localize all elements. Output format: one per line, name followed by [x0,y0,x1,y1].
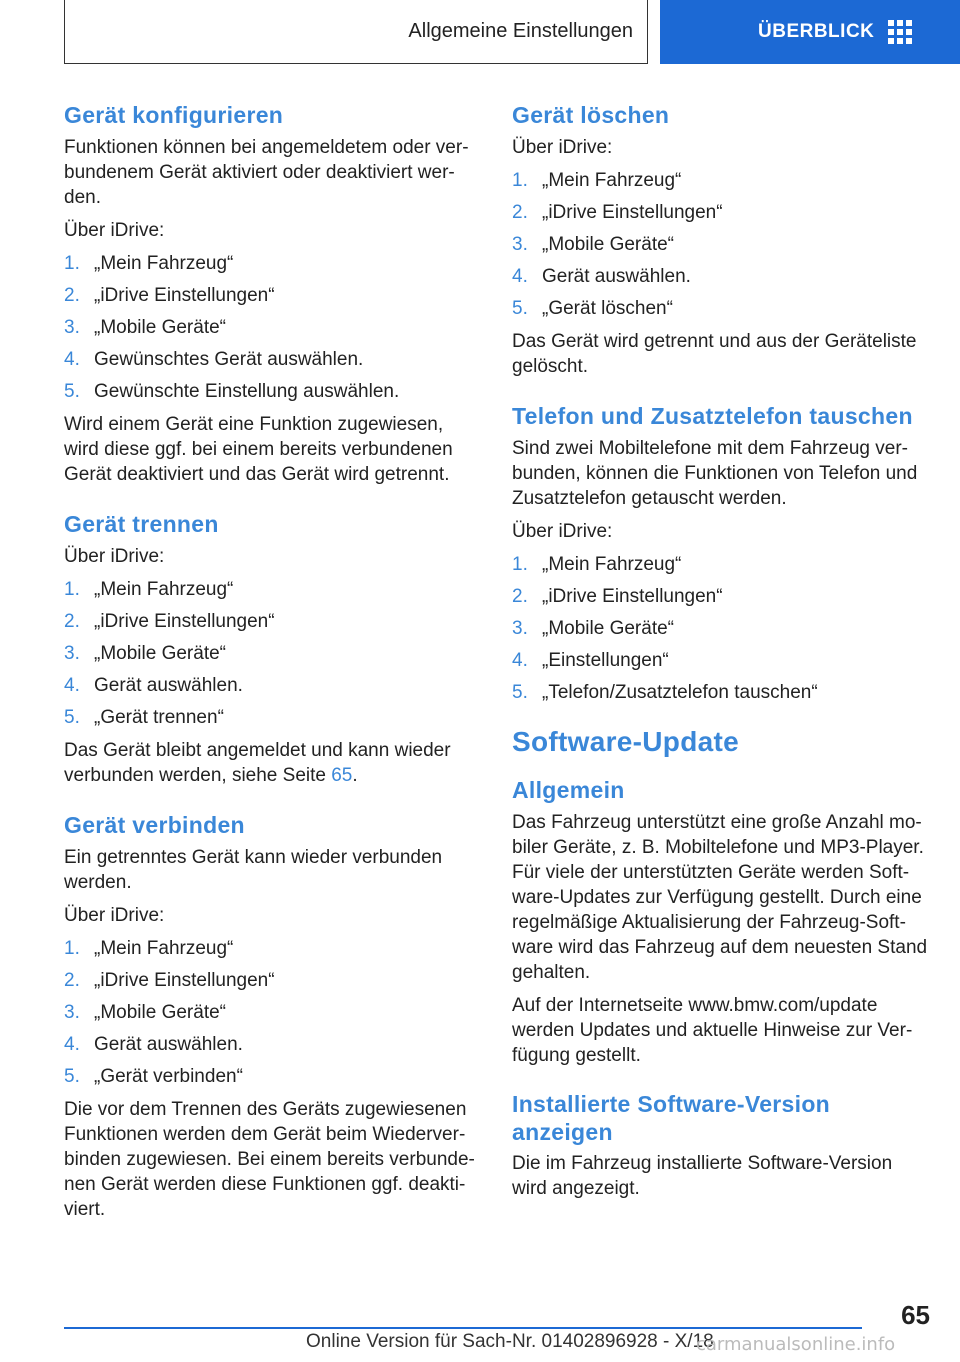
steps-list [64,936,480,1089]
list-item: 5. „Telefon/Zusatztelefon tauschen“ [512,682,818,703]
steps-list [64,577,480,730]
list-item: 1. „Mein Fahrzeug“ [64,253,234,274]
header-section-title: Allgemeine Einstellungen [64,0,648,64]
list-item: 1. „Mein Fahrzeug“ [64,579,234,600]
section-title: Gerät trennen [64,511,219,537]
list-item: 3. „Mobile Geräte“ [512,234,674,255]
via-idrive: Über iDrive: [64,905,165,926]
list-item: 4. Gewünschtes Gerät auswählen. [64,349,364,370]
list-item: 2. „iDrive Einstellungen“ [64,285,275,306]
body-text: Die im Fahrzeug installierte Software-Version wird angezeigt. [512,1153,893,1199]
list-item: 2. „iDrive Einstellungen“ [512,202,723,223]
via-idrive: Über iDrive: [64,220,165,241]
section-title: Gerät konfigurieren [64,102,284,128]
via-idrive: Über iDrive: [64,546,165,567]
section-geraet-konfigurieren [64,100,480,487]
list-item: 2. „iDrive Einstellungen“ [64,611,275,632]
page-link[interactable]: 65 [331,765,353,786]
note-text: Die vor dem Trennen des Geräts zugewiesenen Funktionen werden dem Gerät beim Wiederver-binden zugewiesen. Bei einem bereits verbunde-nen Gerät werden diese Funktionen ggf. deakti-viert. [64,1099,475,1220]
note-text: Das Gerät bleibt angemeldet und kann wieder verbunden werden, siehe Seite 65. [64,740,451,786]
left-column [64,100,480,1244]
section-geraet-verbinden [64,810,480,1222]
list-item: 4. Gerät auswählen. [512,266,691,287]
list-item: 2. „iDrive Einstellungen“ [512,586,723,607]
via-idrive: Über iDrive: [512,137,613,158]
chapter-title: Software-Update [512,726,739,757]
page-number: 65 [901,1300,930,1330]
list-item: 5. Gewünschte Einstellung auswählen. [64,381,400,402]
grid-icon [888,20,912,44]
list-item: 3. „Mobile Geräte“ [64,1002,226,1023]
list-item: 1. „Mein Fahrzeug“ [64,938,234,959]
list-item: 5. „Gerät verbinden“ [64,1066,243,1087]
list-item: 1. „Mein Fahrzeug“ [512,170,682,191]
intro-text: Ein getrenntes Gerät kann wieder verbunden werden. [64,847,443,893]
intro-text: Funktionen können bei angemeldetem oder ver-bundenem Gerät aktiviert oder deaktiviert wer-den. [64,137,469,208]
body-text: Auf der Internetseite www.bmw.com/update werden Updates und aktuelle Hinweise zur Ver-fügung gestellt. [512,995,913,1066]
section-telefon-tauschen [512,401,928,705]
intro-text: Sind zwei Mobiltelefone mit dem Fahrzeug ver-bunden, können die Funktionen von Telefon und Zusatztelefon getauscht werden. [512,438,918,509]
overview-button[interactable] [660,0,960,64]
note-text: Das Gerät wird getrennt und aus der Geräteliste gelöscht. [512,331,917,377]
list-item: 4. „Einstellungen“ [512,650,669,671]
body-text: Das Fahrzeug unterstützt eine große Anzahl mo-biler Geräte, z. B. Mobiltelefone und MP3-Player. Für viele der unterstützten Geräte werden Soft-ware-Updates zur Verfügung gestellt. Durch eine regelmäßige Aktualisierung der Fahrzeug-Soft-ware wird das Fahrzeug auf dem neuesten Stand gehalten. [512,812,928,983]
section-title: Gerät löschen [512,102,670,128]
list-item: 4. Gerät auswählen. [64,675,243,696]
list-item: 5. „Gerät löschen“ [512,298,673,319]
watermark: carmanualsonline.info [696,1334,896,1355]
footer-divider [64,1327,862,1329]
steps-list [64,251,480,404]
section-software-update [512,727,928,1201]
steps-list [512,168,928,321]
section-title: Gerät verbinden [64,812,245,838]
section-title: Telefon und Zusatztelefon tauschen [512,403,913,429]
list-item: 3. „Mobile Geräte“ [512,618,674,639]
section-geraet-loeschen [512,100,928,379]
note-text: Wird einem Gerät eine Funktion zugewiesen, wird diese ggf. bei einem bereits verbundenen Gerät deaktiviert und das Gerät wird getrennt. [64,414,453,485]
section-title: Allgemein [512,777,625,803]
list-item: 2. „iDrive Einstellungen“ [64,970,275,991]
footer-text: Online Version für Sach-Nr. 01402896928 - X/18 [306,1331,714,1352]
overview-label: ÜBERBLICK [758,21,875,42]
list-item: 3. „Mobile Geräte“ [64,317,226,338]
steps-list [512,552,928,705]
list-item: 4. Gerät auswählen. [64,1034,243,1055]
section-title: Installierte Software-Version anzeigen [512,1091,831,1145]
list-item: 5. „Gerät trennen“ [64,707,224,728]
right-column [512,100,928,1209]
list-item: 1. „Mein Fahrzeug“ [512,554,682,575]
list-item: 3. „Mobile Geräte“ [64,643,226,664]
via-idrive: Über iDrive: [512,521,613,542]
section-geraet-trennen [64,509,480,788]
